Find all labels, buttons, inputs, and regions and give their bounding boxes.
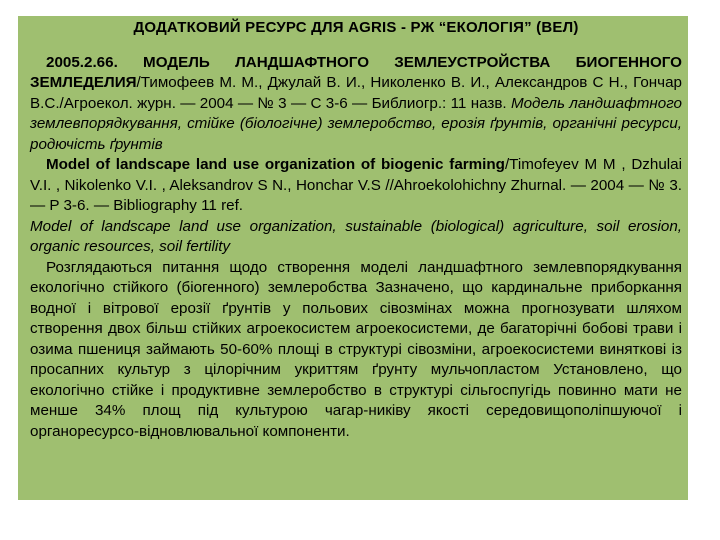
record-en-title: Model of landscape land use organization of biogenic farming (46, 156, 505, 173)
document-body (30, 18, 682, 442)
record-ru-authors: /Тимофеев М. М., Джулай В. И., Николенко В. И., Александров С Н., Гончар В.С./Агроекол. журн. — 2004 — № 3 — С 3-6 — Библиогр.: 11 назв. (30, 74, 682, 112)
record-en-keywords: Model of landscape land use organization, sustainable (biological) agriculture, soil erosion, organic resources, soil fertility (30, 217, 682, 255)
record-en-keywords-para (30, 217, 682, 258)
abstract-text: Розглядаються питання щодо створення моделі ландшафтного землевпорядкування екологічно стійкого (біогенного) землеробства Зазначено, що кардинальне приборкання водної і вітрової ерозії ґрунтів у польових сівозмінах можна прогнозувати шляхом створення двох більш стійких агроекосистем агроекосистеми, де багаторічні бобові трави і озима пшениця займають 50-60% площі в структурі сівозміни, агроекосистеми виняткові із просапних культур з цілорічним укриттям ґрунту мульчопластом Установлено, що екологічно стійке і продуктивне землеробство в структурі сільгоспугідь повинно мати не менше 34% площ під культурою чагар-никіву якості середовищополіпшуючої і органоресурсо-відновлювальної компоненти. (30, 258, 682, 440)
record-en (30, 155, 682, 217)
record-ru-keywords: Модель ландшафтного землевпорядкування, стійке (біологічне) землеробство, ерозія ґрунтів, органічні ресурси, родючість ґрунтів (30, 94, 683, 153)
record-ru (30, 53, 682, 156)
record-ru-title: 2005.2.66. МОДЕЛЬ ЛАНДШАФТНОГО ЗЕМЛЕУСТРОЙСТВА БИОГЕННОГО ЗЕМЛЕДЕЛИЯ (30, 53, 682, 91)
page-title: ДОДАТКОВИЙ РЕСУРС ДЛЯ AGRIS - РЖ “ЕКОЛОГІЯ” (ВЕЛ) (133, 19, 579, 36)
record-en-authors: /Timofeyev M M , Dzhulai V.I. , Nikolenko V.I. , Aleksandrov S N., Honchar V.S //Ahroekolohichny Zhurnal. — 2004 — № 3. — P 3-6. — Bibliography 11 ref. (30, 156, 682, 214)
